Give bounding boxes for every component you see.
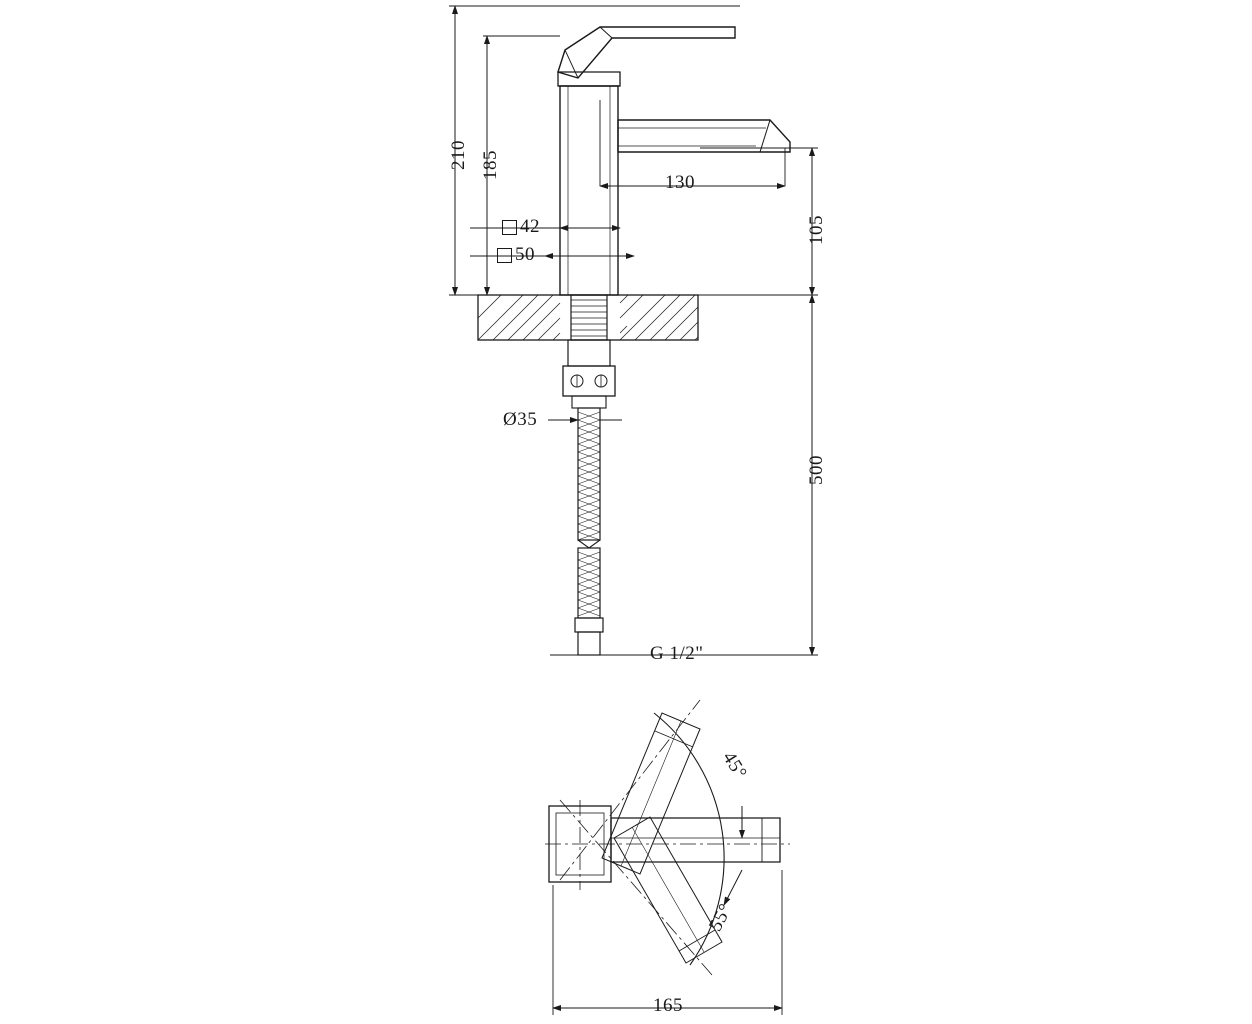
- square-symbol-icon: [502, 220, 517, 235]
- dimension-label-swivel-span-width: 165: [653, 995, 683, 1016]
- dimension-label-swivel-angle-lower: 55°: [705, 900, 737, 935]
- dimension-value-42: 42: [520, 216, 540, 237]
- dimension-label-total-height: 210: [448, 140, 469, 170]
- dimension-label-body-height: 185: [480, 150, 501, 180]
- dimension-label-base-square-50: [497, 244, 535, 266]
- dimension-label-hose-length: 500: [806, 455, 827, 485]
- square-symbol-icon: [497, 248, 512, 263]
- dimension-label-thread-size: G 1/2": [650, 643, 704, 664]
- dimension-label-mounting-hole-diameter: Ø35: [503, 409, 538, 430]
- dimension-label-swivel-angle-upper: 45°: [718, 748, 751, 783]
- dimension-label-body-square-42: [502, 216, 540, 238]
- dimension-label-spout-reach: 130: [665, 172, 695, 193]
- dimension-label-spout-height: 105: [806, 215, 827, 245]
- dimension-value-50: 50: [515, 244, 535, 265]
